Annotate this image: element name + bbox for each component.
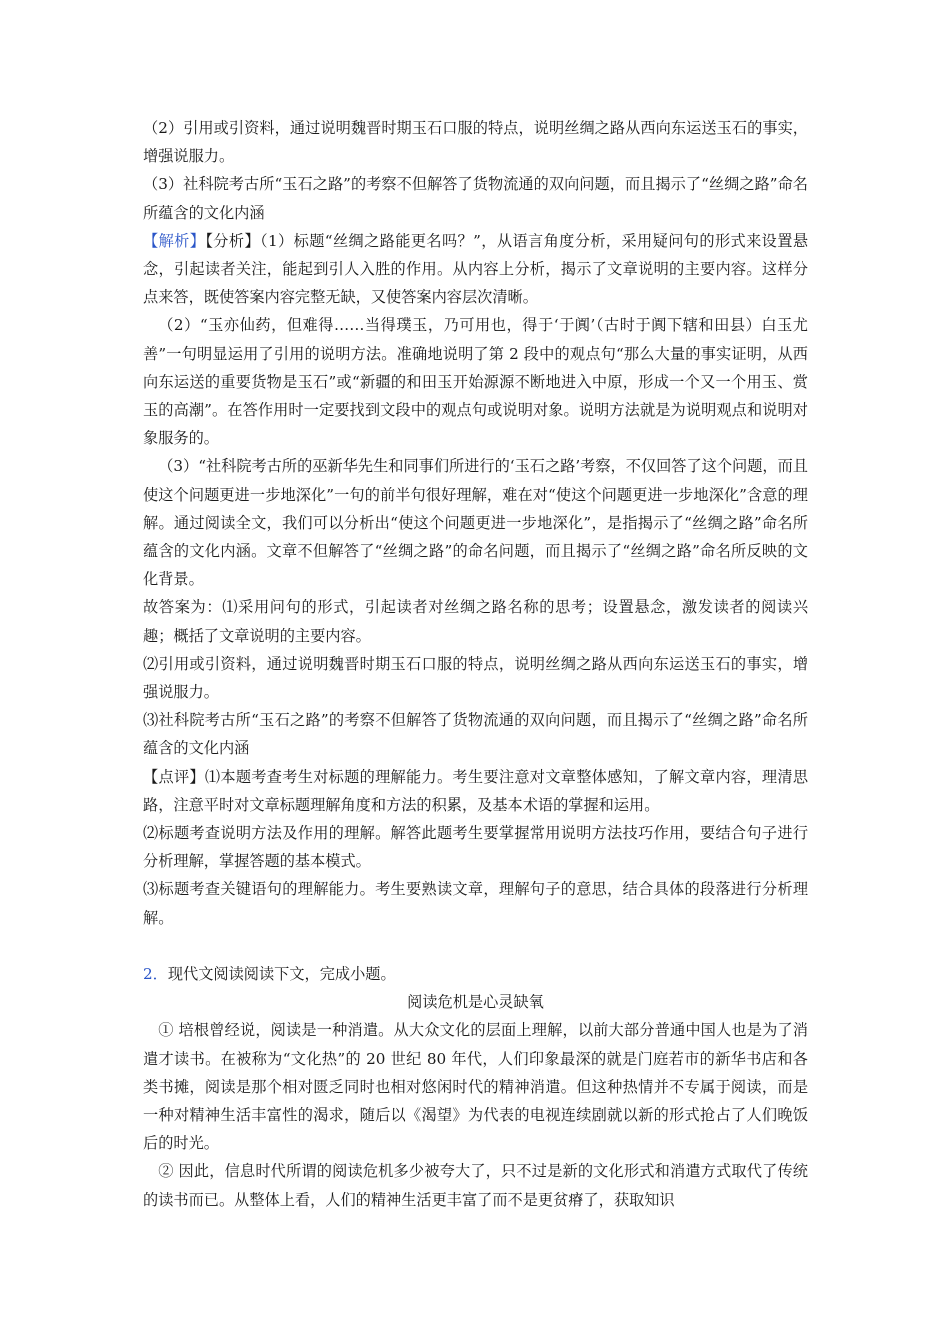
document-page — [143, 114, 808, 1214]
answer-3: ⑶社科院考古所“玉石之路”的考察不但解答了货物流通的双向问题，而且揭示了“丝绸之路”命名所蕴含的文化内涵 — [143, 711, 808, 758]
question-prompt-text: 现代文阅读阅读下文，完成小题。 — [167, 964, 396, 983]
article-paragraph-1: ① 培根曾经说，阅读是一种消遣。从大众文化的层面上理解，以前大部分普通中国人也是为了消遣才读书。在被称为“文化热”的 20 世纪 80 年代，人们印象最深的就是门庭若市的新华书店和各类书摊，阅读是那个相对匮乏同时也相对悠闲时代的精神消遣。但这种热情并不专属于阅读，而是一种对精神生活丰富性的渴求，随后以《渴望》为代表的电视连续剧就以新的形式抢占了人们晚饭后的时光。 — [143, 1021, 808, 1153]
analysis-sub-tag: 【分析】 — [205, 231, 261, 250]
comment-1: 【点评】⑴本题考查考生对标题的理解能力。考生要注意对文章整体感知，了解文章内容，理清思路，注意平时对文章标题理解角度和方法的积累，及基本术语的掌握和运用。 — [143, 767, 808, 814]
previous-answer-3: （3）社科院考古所“玉石之路”的考察不但解答了货物流通的双向问题，而且揭示了“丝绸之路”命名所蕴含的文化内涵 — [143, 175, 808, 222]
article-title: 阅读危机是心灵缺氧 — [407, 993, 544, 1012]
previous-answer-2: （2）引用或引资料，通过说明魏晋时期玉石口服的特点，说明丝绸之路从西向东运送玉石的事实，增强说服力。 — [143, 119, 808, 166]
analysis-text-1: （1）标题“丝绸之路能更名吗？”，从语言角度分析，采用疑问句的形式来设置悬念，引起读者关注，能起到引人入胜的作用。从内容上分析，揭示了文章说明的主要内容。这样分点来答，既使答案内容完整无缺，又使答案内容层次清晰。 — [143, 231, 809, 307]
answer-1: 故答案为：⑴采用问句的形式，引起读者对丝绸之路名称的思考；设置悬念，激发读者的阅读兴趣；概括了文章说明的主要内容。 — [143, 598, 808, 645]
question-2-prompt — [143, 960, 808, 988]
article-paragraph-2: ② 因此，信息时代所谓的阅读危机多少被夸大了，只不过是新的文化形式和消遣方式取代了传统的读书而已。从整体上看，人们的精神生活更丰富了而不是更贫瘠了，获取知识 — [143, 1162, 808, 1209]
analysis-paragraph-2: （2）“玉亦仙药，但难得……当得璞玉，乃可用也，得于‘于阗’（古时于阗下辖和田县）白玉尤善”一句明显运用了引用的说明方法。准确地说明了第 2 段中的观点句“那么大量的事实证明，从西向东运送的重要货物是玉石”或“新疆的和田玉开始源源不断地进入中原，形成一个又一个用玉、赏玉的高潮”。在答作用时一定要找到文段中的观点句或说明对象。说明方法就是为说明观点和说明对象服务的。 — [143, 316, 808, 448]
analysis-paragraph-1 — [143, 227, 808, 312]
analysis-tag: 【解析】 — [143, 231, 206, 250]
answer-2: ⑵引用或引资料，通过说明魏晋时期玉石口服的特点，说明丝绸之路从西向东运送玉石的事实，增强说服力。 — [143, 654, 808, 702]
analysis-paragraph-3: （3）“社科院考古所的巫新华先生和同事们所进行的‘玉石之路’考察，不仅回答了这个问题，而且使这个问题更进一步地深化”一句的前半句很好理解，难在对“使这个问题更进一步地深化”含意的理解。通过阅读全文，我们可以分析出“使这个问题更进一步地深化”，是指揭示了“丝绸之路”命名所蕴含的文化内涵。文章不但解答了“丝绸之路”的命名问题，而且揭示了“丝绸之路”命名所反映的文化背景。 — [143, 457, 808, 589]
section-gap — [143, 932, 808, 960]
question-number: 2． — [143, 964, 168, 983]
comment-3: ⑶标题考查关键语句的理解能力。考生要熟读文章，理解句子的意思，结合具体的段落进行分析理解。 — [143, 880, 808, 927]
comment-2: ⑵标题考查说明方法及作用的理解。解答此题考生要掌握常用说明方法技巧作用，要结合句子进行分析理解，掌握答题的基本模式。 — [143, 824, 808, 871]
